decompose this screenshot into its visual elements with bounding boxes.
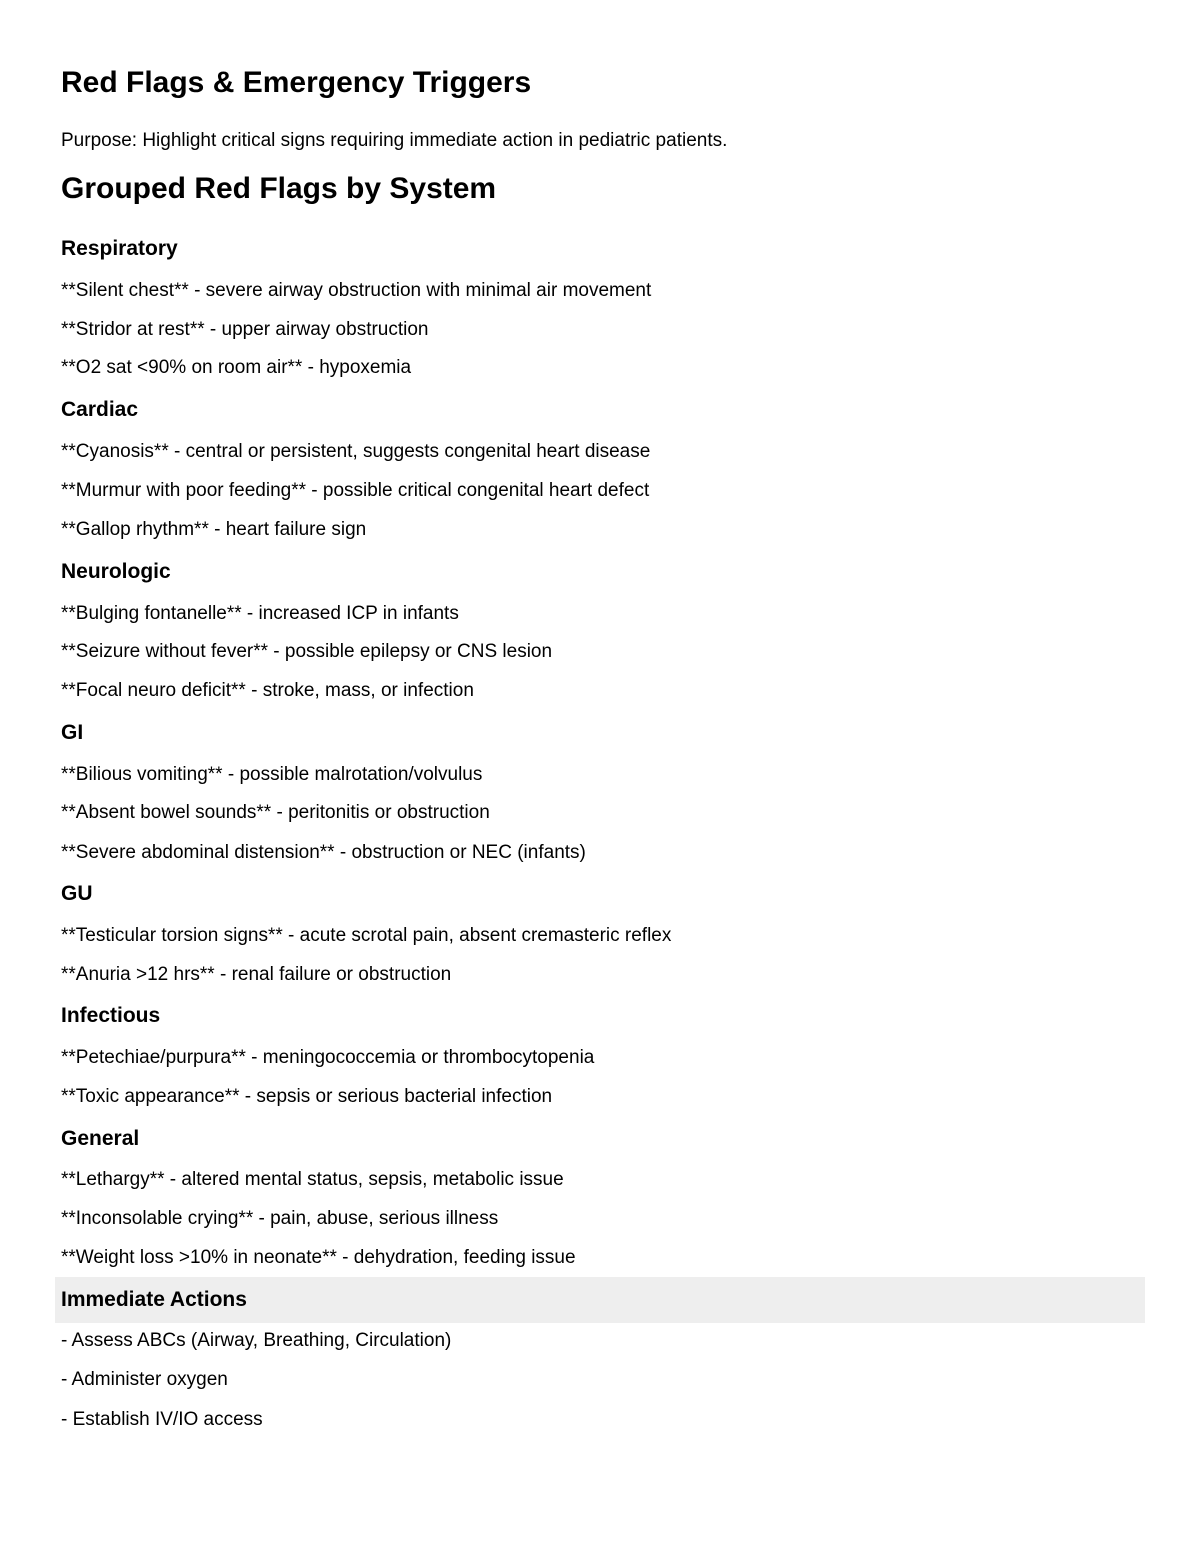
list-item: **Stridor at rest** - upper airway obstruction [61,319,429,340]
action-item: - Assess ABCs (Airway, Breathing, Circulation) [61,1330,452,1351]
list-item: **Toxic appearance** - sepsis or serious bacterial infection [61,1086,553,1107]
page-title: Red Flags & Emergency Triggers [61,66,532,99]
list-item: **Inconsolable crying** - pain, abuse, serious illness [61,1208,499,1229]
list-item: **Cyanosis** - central or persistent, suggests congenital heart disease [61,441,651,462]
section-title-gi: GI [61,721,84,744]
section-title-gu: GU [61,882,93,905]
purpose-text: Purpose: Highlight critical signs requiring immediate action in pediatric patients. [61,130,728,151]
list-item: **Bulging fontanelle** - increased ICP in infants [61,603,459,624]
grouped-heading: Grouped Red Flags by System [61,172,497,205]
list-item: **O2 sat <90% on room air** - hypoxemia [61,357,412,378]
list-item: **Lethargy** - altered mental status, sepsis, metabolic issue [61,1169,564,1190]
list-item: **Gallop rhythm** - heart failure sign [61,519,367,540]
list-item: **Absent bowel sounds** - peritonitis or obstruction [61,802,490,823]
list-item: **Bilious vomiting** - possible malrotation/volvulus [61,764,483,785]
list-item: **Silent chest** - severe airway obstruction with minimal air movement [61,280,652,301]
action-item: - Administer oxygen [61,1369,228,1390]
list-item: **Petechiae/purpura** - meningococcemia or thrombocytopenia [61,1047,595,1068]
section-title-general: General [61,1127,140,1150]
section-title-neurologic: Neurologic [61,560,171,583]
section-title-respiratory: Respiratory [61,237,178,260]
immediate-actions-heading: Immediate Actions [61,1288,247,1311]
list-item: **Focal neuro deficit** - stroke, mass, or infection [61,680,474,701]
list-item: **Severe abdominal distension** - obstruction or NEC (infants) [61,842,586,863]
list-item: **Anuria >12 hrs** - renal failure or obstruction [61,964,452,985]
list-item: **Murmur with poor feeding** - possible critical congenital heart defect [61,480,650,501]
section-title-infectious: Infectious [61,1004,161,1027]
list-item: **Seizure without fever** - possible epilepsy or CNS lesion [61,641,553,662]
section-title-cardiac: Cardiac [61,398,139,421]
list-item: **Weight loss >10% in neonate** - dehydration, feeding issue [61,1247,576,1268]
list-item: **Testicular torsion signs** - acute scrotal pain, absent cremasteric reflex [61,925,672,946]
action-item: - Establish IV/IO access [61,1409,263,1430]
